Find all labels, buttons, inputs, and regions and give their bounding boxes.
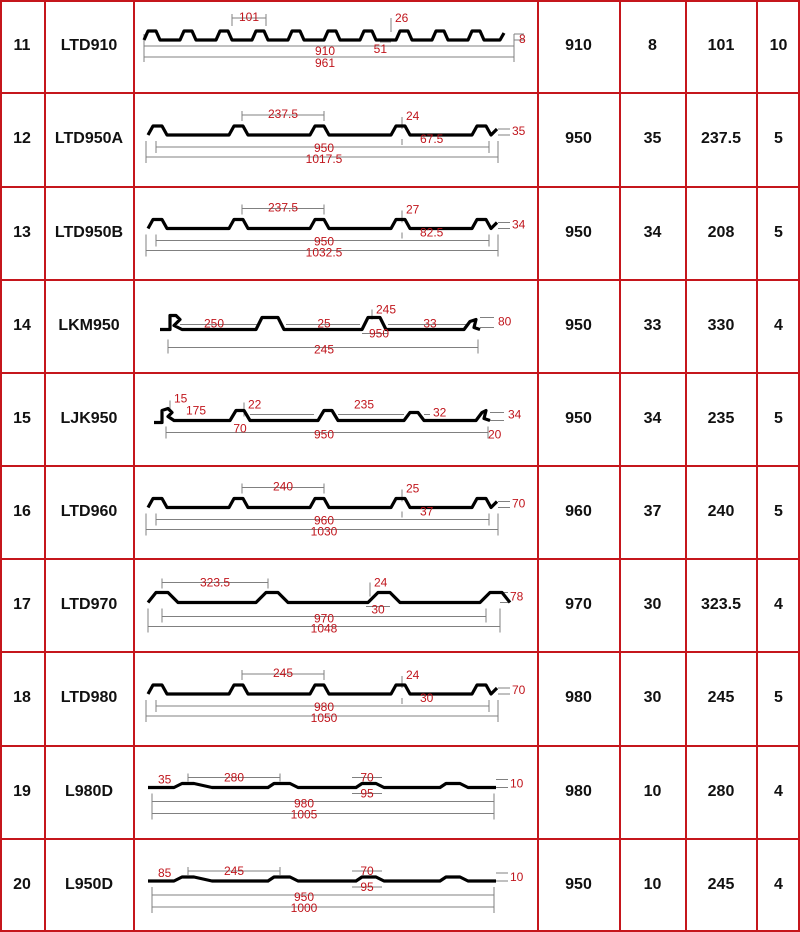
row-number: 15 xyxy=(13,409,31,427)
profile-svg xyxy=(134,651,537,745)
wave-count-value: 10 xyxy=(769,37,788,54)
dimension-label: 95 xyxy=(360,880,374,894)
dimension-label: 37 xyxy=(420,504,434,519)
profile-line xyxy=(144,31,504,40)
table-row xyxy=(0,838,800,932)
row-number: 14 xyxy=(13,316,31,334)
row-number: 18 xyxy=(13,689,31,706)
model-name: L950D xyxy=(64,876,114,893)
dimension-label: 24 xyxy=(374,575,388,590)
dimension-label: 950 xyxy=(313,427,335,442)
dimension-label: 245 xyxy=(376,302,397,317)
wave-count-value: 4 xyxy=(774,782,783,800)
dimension-label: 30 xyxy=(371,602,385,617)
dimension-label: 82.5 xyxy=(420,225,444,240)
row-divider xyxy=(0,465,800,467)
profile-group xyxy=(160,303,512,357)
dimension-label: 1030 xyxy=(310,524,338,539)
dimension-label: 33 xyxy=(423,316,437,331)
rib-height-value: 37 xyxy=(643,502,662,520)
profile-line xyxy=(148,499,497,508)
row-number: 13 xyxy=(13,223,31,241)
dimension-label: 1005 xyxy=(290,807,318,822)
profile-svg xyxy=(134,279,537,372)
profile-svg xyxy=(134,558,537,651)
dimension-label: 25 xyxy=(317,316,331,331)
model-name: LTD950B xyxy=(54,223,124,241)
profile-group xyxy=(154,392,522,442)
rib-height-value: 10 xyxy=(643,782,662,800)
profile-line xyxy=(148,784,496,788)
wave-count-value: 5 xyxy=(774,502,783,520)
dimension-label: 250 xyxy=(203,316,225,331)
dimension-label: 101 xyxy=(238,10,260,24)
profile-svg xyxy=(134,372,537,465)
profile-drawing xyxy=(134,372,537,465)
profile-line xyxy=(148,220,497,229)
dimension-label: 51 xyxy=(373,42,387,56)
wave-count-value: 5 xyxy=(774,409,783,427)
profile-drawing xyxy=(134,465,537,558)
effective-width-value: 950 xyxy=(565,409,592,427)
profile-group xyxy=(148,576,524,636)
dimension-label: 245 xyxy=(313,342,335,357)
dimension-label: 30 xyxy=(420,691,434,705)
dimension-label: 950 xyxy=(313,141,335,155)
dimension-label: 32 xyxy=(433,405,447,420)
dimension-label: 280 xyxy=(223,770,245,785)
dimension-label: 26 xyxy=(395,11,409,25)
dimension-label: 245 xyxy=(223,864,245,878)
rib-pitch-value: 237.5 xyxy=(700,130,742,147)
dimension-label: 24 xyxy=(406,109,420,123)
dimension-label: 8 xyxy=(519,32,526,46)
effective-width-value: 950 xyxy=(565,876,592,893)
profile-group xyxy=(146,666,526,725)
dimension-label: 961 xyxy=(314,56,336,70)
dimension-label: 80 xyxy=(498,314,512,329)
dimension-label: 35 xyxy=(158,772,172,787)
model-name: L980D xyxy=(64,782,114,800)
row-divider xyxy=(0,651,800,653)
rib-pitch-value: 235 xyxy=(707,409,735,427)
model-name: LTD950A xyxy=(54,130,124,147)
profile-line xyxy=(148,685,497,694)
rib-height-value: 30 xyxy=(643,689,662,706)
rib-height-value: 8 xyxy=(648,37,657,54)
model-name: LTD910 xyxy=(60,37,118,54)
row-divider xyxy=(0,0,800,2)
profile-drawing xyxy=(134,745,537,838)
row-number: 16 xyxy=(13,502,31,520)
effective-width-value: 960 xyxy=(565,502,592,520)
wave-count-value: 5 xyxy=(774,223,783,241)
profile-line xyxy=(148,877,496,881)
effective-width-value: 980 xyxy=(565,689,592,706)
dimension-label: 235 xyxy=(353,397,375,412)
table-row xyxy=(0,0,800,92)
profile-group xyxy=(144,10,526,70)
wave-count-value: 5 xyxy=(774,689,783,706)
profile-group xyxy=(148,771,524,822)
rib-pitch-value: 280 xyxy=(707,782,735,800)
profile-group xyxy=(146,107,526,166)
row-divider xyxy=(0,186,800,188)
row-divider xyxy=(0,372,800,374)
profile-svg xyxy=(134,838,537,932)
dimension-label: 1050 xyxy=(310,711,338,725)
profile-drawing xyxy=(134,838,537,932)
dimension-label: 70 xyxy=(360,770,374,785)
dimension-label: 245 xyxy=(272,666,294,680)
row-number: 20 xyxy=(13,876,31,893)
row-divider xyxy=(0,838,800,840)
dimension-label: 323.5 xyxy=(199,575,231,590)
dimension-label: 20 xyxy=(488,427,502,442)
row-number: 12 xyxy=(13,130,31,147)
profile-drawing xyxy=(134,651,537,745)
dimension-label: 25 xyxy=(406,481,420,496)
profile-group xyxy=(146,201,526,260)
dimension-label: 34 xyxy=(508,407,522,422)
table-row xyxy=(0,279,800,372)
profile-svg xyxy=(134,745,537,838)
table-row xyxy=(0,92,800,186)
dimension-label: 78 xyxy=(510,589,524,604)
row-divider xyxy=(0,92,800,94)
dimension-label: 240 xyxy=(272,479,294,494)
dimension-label: 175 xyxy=(185,403,207,418)
row-number: 19 xyxy=(13,782,31,800)
table-row xyxy=(0,372,800,465)
rib-pitch-value: 245 xyxy=(707,689,735,706)
rib-height-value: 34 xyxy=(643,409,662,427)
profile-group xyxy=(148,864,524,915)
rib-pitch-value: 208 xyxy=(707,223,735,241)
dimension-label: 85 xyxy=(158,866,172,880)
row-number: 11 xyxy=(13,37,31,54)
effective-width-value: 970 xyxy=(565,595,592,613)
dimension-label: 34 xyxy=(512,217,526,232)
row-divider xyxy=(0,745,800,747)
wave-count-value: 4 xyxy=(774,876,783,893)
table-row xyxy=(0,186,800,279)
effective-width-value: 950 xyxy=(565,130,592,147)
dimension-label: 1048 xyxy=(310,621,338,636)
rib-height-value: 34 xyxy=(643,223,662,241)
dimension-label: 980 xyxy=(313,700,335,714)
table-row xyxy=(0,465,800,558)
dimension-label: 70 xyxy=(512,683,526,697)
profile-line xyxy=(148,126,497,135)
dimension-label: 22 xyxy=(248,397,262,412)
dimension-label: 35 xyxy=(512,124,526,138)
rib-height-value: 10 xyxy=(643,876,662,893)
dimension-label: 15 xyxy=(174,391,188,406)
dimension-label: 70 xyxy=(512,496,526,511)
table-row xyxy=(0,651,800,745)
effective-width-value: 950 xyxy=(565,316,592,334)
dimension-label: 960 xyxy=(313,513,335,528)
row-divider xyxy=(0,279,800,281)
rib-height-value: 33 xyxy=(643,316,662,334)
model-name: LKM950 xyxy=(58,316,120,334)
rib-pitch-value: 245 xyxy=(707,876,735,893)
dimension-label: 237.5 xyxy=(267,107,299,121)
dimension-label: 237.5 xyxy=(267,200,299,215)
table-row xyxy=(0,745,800,838)
model-name: LTD980 xyxy=(60,689,118,706)
wave-count-value: 5 xyxy=(774,130,783,147)
rib-pitch-value: 240 xyxy=(707,502,735,520)
dimension-label: 27 xyxy=(406,202,420,217)
dimension-label: 950 xyxy=(293,890,315,904)
dimension-label: 980 xyxy=(293,796,315,811)
model-name: LJK950 xyxy=(60,409,118,427)
dimension-label: 950 xyxy=(313,234,335,249)
profile-drawing xyxy=(134,186,537,279)
rib-height-value: 35 xyxy=(643,130,662,147)
effective-width-value: 950 xyxy=(565,223,592,241)
profile-svg xyxy=(134,186,537,279)
wave-count-value: 4 xyxy=(774,595,783,613)
profile-svg xyxy=(134,0,537,92)
profile-svg xyxy=(134,92,537,186)
effective-width-value: 980 xyxy=(565,782,592,800)
effective-width-value: 910 xyxy=(565,37,592,54)
profile-line xyxy=(148,593,510,603)
profile-drawing xyxy=(134,92,537,186)
dimension-label: 95 xyxy=(360,786,374,801)
rib-pitch-value: 323.5 xyxy=(700,595,742,613)
dimension-label: 1000 xyxy=(290,901,318,915)
dimension-label: 10 xyxy=(510,870,524,884)
dimension-label: 970 xyxy=(313,611,335,626)
profile-drawing xyxy=(134,558,537,651)
rib-pitch-value: 101 xyxy=(707,37,735,54)
dimension-label: 910 xyxy=(314,44,336,58)
row-divider xyxy=(0,558,800,560)
profile-group xyxy=(146,480,526,539)
rib-pitch-value: 330 xyxy=(707,316,735,334)
model-name: LTD970 xyxy=(60,595,118,613)
dimension-label: 24 xyxy=(406,668,420,682)
dimension-label: 10 xyxy=(510,776,524,791)
dimension-label: 950 xyxy=(368,326,390,341)
dimension-label: 1032.5 xyxy=(305,245,343,260)
dimension-label: 70 xyxy=(360,864,374,878)
dimension-label: 1017.5 xyxy=(305,152,343,166)
table-row xyxy=(0,558,800,651)
model-name: LTD960 xyxy=(60,502,118,520)
profile-drawing xyxy=(134,0,537,92)
dimension-label: 67.5 xyxy=(420,132,444,146)
profile-svg xyxy=(134,465,537,558)
row-number: 17 xyxy=(13,595,31,613)
rib-height-value: 30 xyxy=(643,595,662,613)
wave-count-value: 4 xyxy=(774,316,783,334)
profile-drawing xyxy=(134,279,537,372)
dimension-label: 70 xyxy=(233,421,247,436)
